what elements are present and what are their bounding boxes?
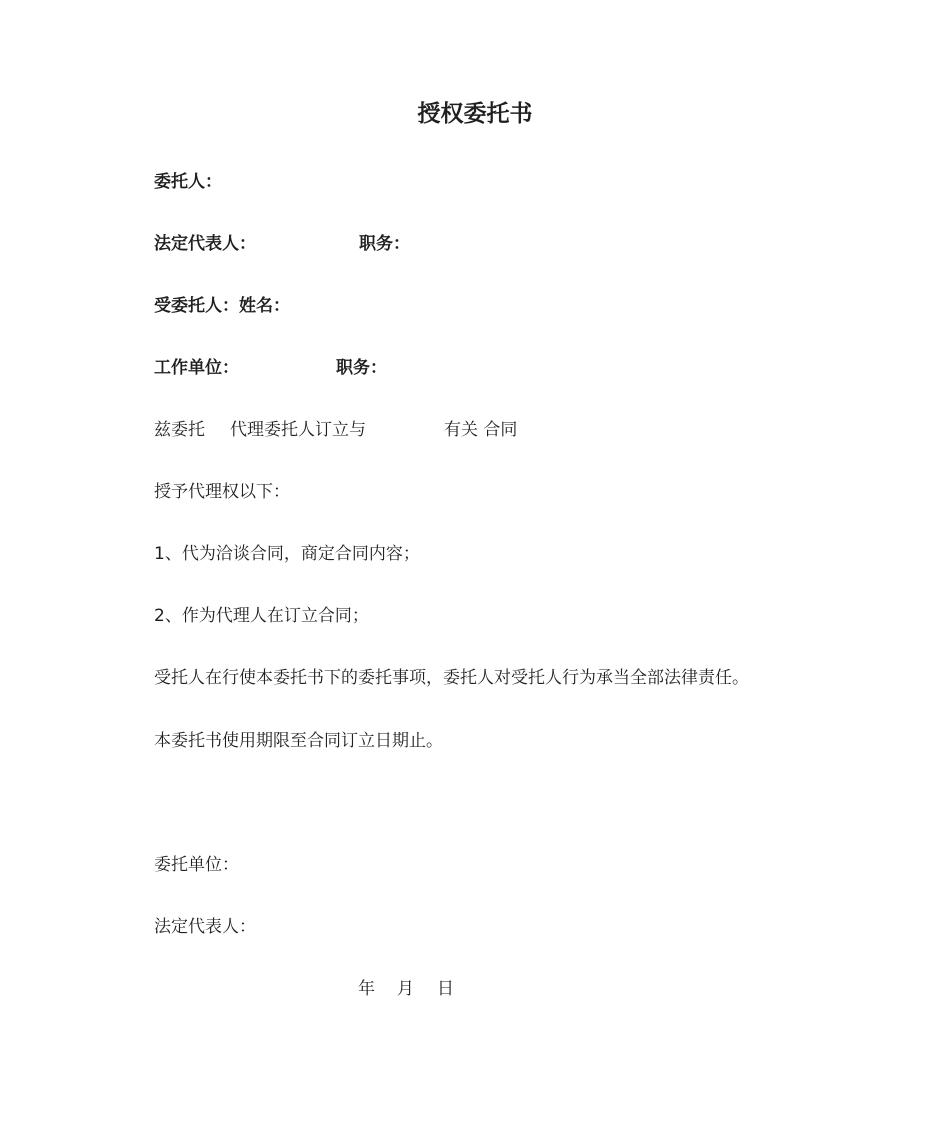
principal-label: 委托人： (154, 172, 222, 192)
validity-text: 本委托书使用期限至合同订立日期止。 (154, 731, 443, 751)
legal-rep-position-label: 职务： (359, 234, 410, 254)
grant-text: 授予代理权以下： (154, 482, 290, 502)
agent-position-label: 职务： (336, 358, 387, 378)
entrust-part1: 兹委托 (154, 420, 205, 440)
item-2: 2、作为代理人在订立合同； (154, 606, 369, 626)
date-row (154, 977, 474, 1001)
entrust-row (154, 418, 654, 442)
date-day: 日 (437, 979, 454, 999)
sign-unit-label: 委托单位： (154, 855, 239, 875)
entrust-part2: 代理委托人订立与 (230, 420, 366, 440)
workplace-label: 工作单位： (154, 358, 239, 378)
workplace-row (154, 356, 554, 380)
legal-rep-label: 法定代表人： (154, 234, 256, 254)
item-1: 1、代为洽谈合同，商定合同内容； (154, 544, 420, 564)
document-title: 授权委托书 (417, 101, 533, 127)
sign-legal-rep-label: 法定代表人： (154, 917, 256, 937)
date-month: 月 (397, 979, 414, 999)
entrust-part3: 有关 合同 (444, 420, 518, 440)
liability-text: 受托人在行使本委托书下的委托事项，委托人对受托人行为承当全部法律责任。 (154, 668, 749, 688)
agent-label: 受委托人：姓名： (154, 296, 290, 316)
legal-rep-row (154, 232, 554, 256)
date-year: 年 (358, 979, 375, 999)
